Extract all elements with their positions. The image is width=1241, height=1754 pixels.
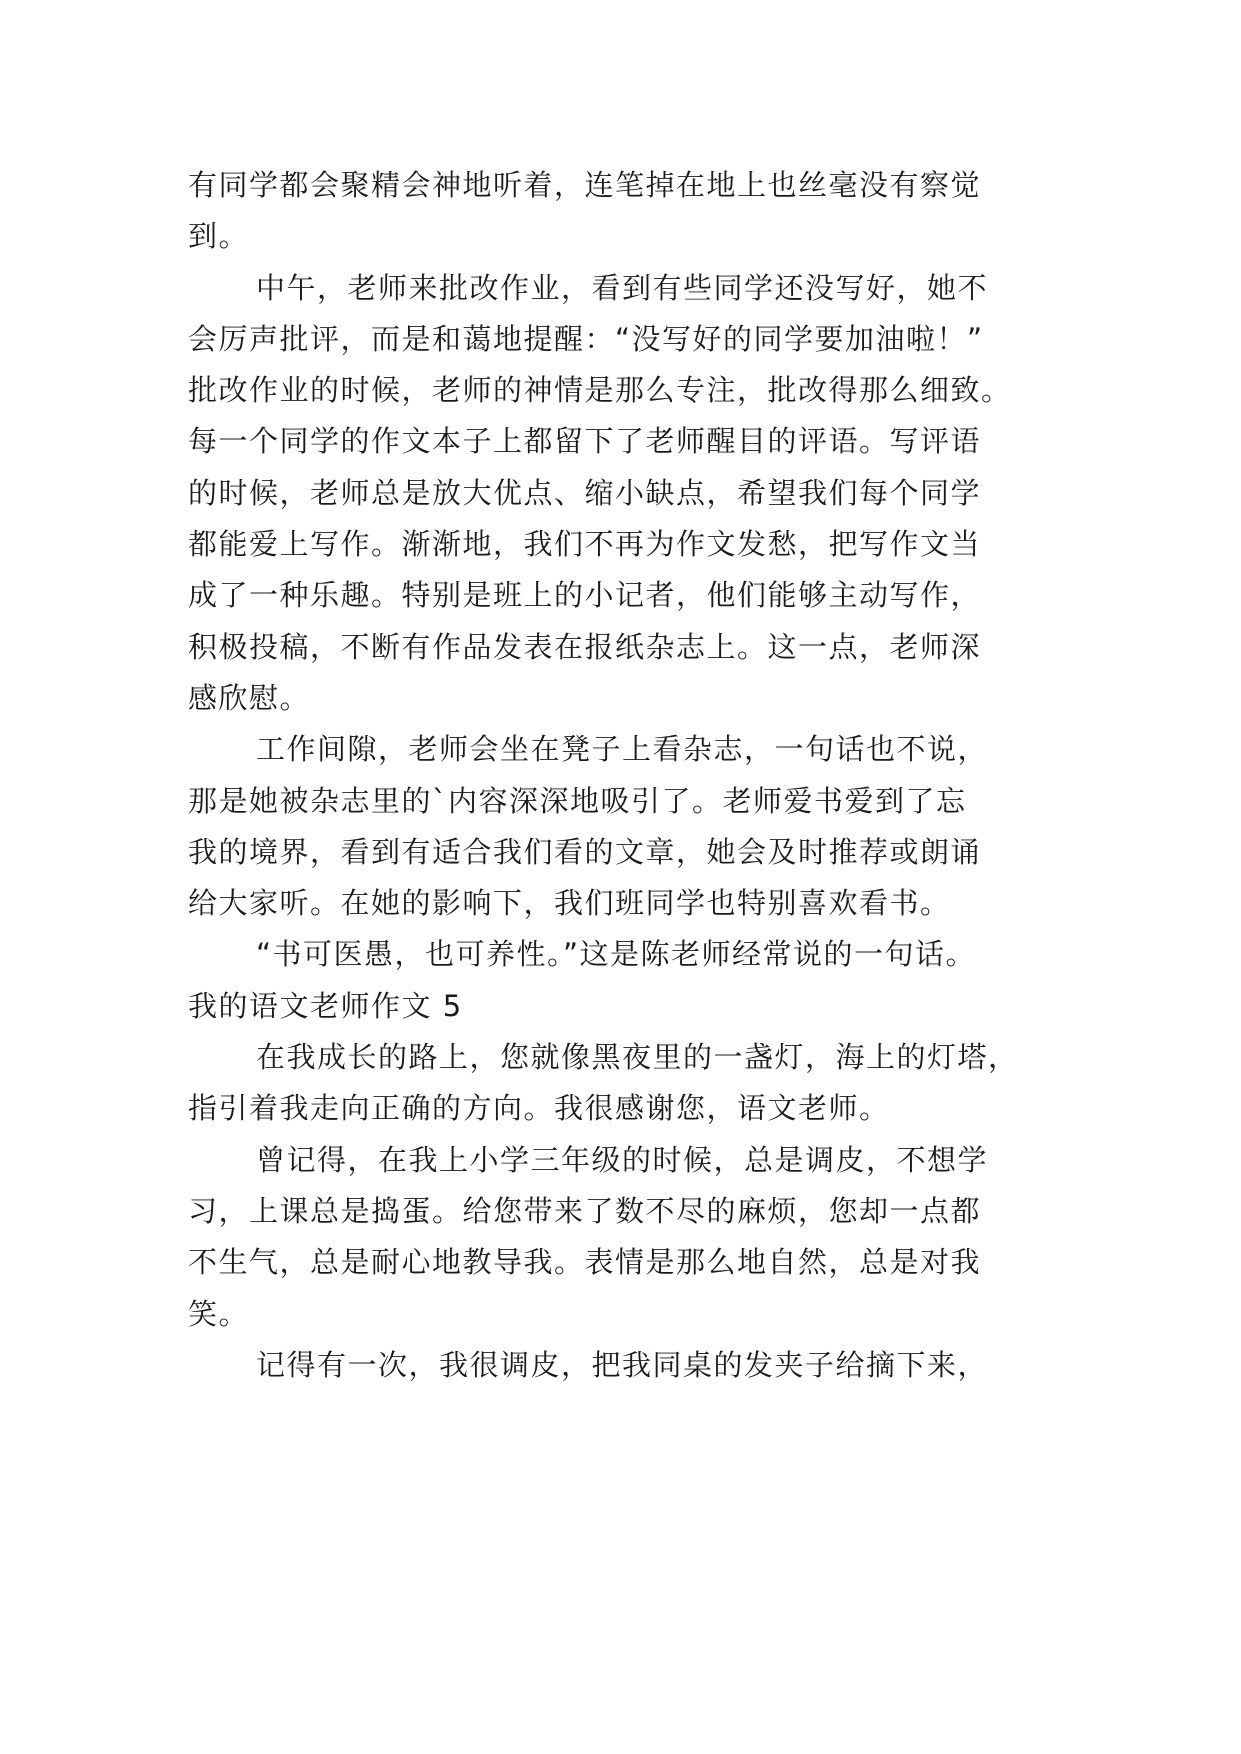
text-line: 习，上课总是捣蛋。给您带来了数不尽的麻烦，您却一点都 xyxy=(188,1193,982,1228)
text-line: 记得有一次，我很调皮，把我同桌的发夹子给摘下来， xyxy=(256,1347,989,1382)
text-line: 曾记得，在我上小学三年级的时候，总是调皮，不想学 xyxy=(256,1142,989,1177)
text-line: 到。 xyxy=(188,219,250,254)
text-line: 那是她被杂志里的`内容深深地吸引了。老师爱书爱到了忘 xyxy=(188,783,967,818)
section-heading: 我的语文老师作文 5 xyxy=(188,988,463,1023)
text-line: 有同学都会聚精会神地听着，连笔掉在地上也丝毫没有察觉 xyxy=(188,168,982,202)
text-line: 我的境界，看到有适合我们看的文章，她会及时推荐或朗诵 xyxy=(188,834,982,869)
text-line: 工作间隙，老师会坐在凳子上看杂志，一句话也不说， xyxy=(256,732,989,767)
text-line: 在我成长的路上，您就像黑夜里的一盏灯，海上的灯塔， xyxy=(256,1040,1019,1075)
text-line: 指引着我走向正确的方向。我很感谢您，语文老师。 xyxy=(188,1091,890,1126)
text-line: 积极投稿，不断有作品发表在报纸杂志上。这一点，老师深 xyxy=(188,629,982,664)
text-line: 成了一种乐趣。特别是班上的小记者，他们能够主动写作， xyxy=(188,578,982,613)
text-line: “书可医愚，也可养性。”这是陈老师经常说的一句话。 xyxy=(256,937,977,972)
text-line: 的时候，老师总是放大优点、缩小缺点，希望我们每个同学 xyxy=(188,475,982,510)
text-line: 笑。 xyxy=(188,1296,250,1331)
text-line: 不生气，总是耐心地教导我。表情是那么地自然，总是对我 xyxy=(188,1245,982,1280)
text-line: 每一个同学的作文本子上都留下了老师醒目的评语。写评语 xyxy=(188,424,982,459)
text-line: 给大家听。在她的影响下，我们班同学也特别喜欢看书。 xyxy=(188,886,951,921)
text-line: 会厉声批评，而是和蔼地提醒：“没写好的同学要加油啦！” xyxy=(188,321,984,356)
text-line: 都能爱上写作。渐渐地，我们不再为作文发愁，把写作文当 xyxy=(188,527,982,562)
document-body xyxy=(188,160,1063,1391)
text-line: 中午，老师来批改作业，看到有些同学还没写好，她不 xyxy=(256,270,989,305)
text-line: 批改作业的时候，老师的神情是那么专注，批改得那么细致。 xyxy=(188,373,1012,408)
text-line: 感欣慰。 xyxy=(188,680,311,715)
